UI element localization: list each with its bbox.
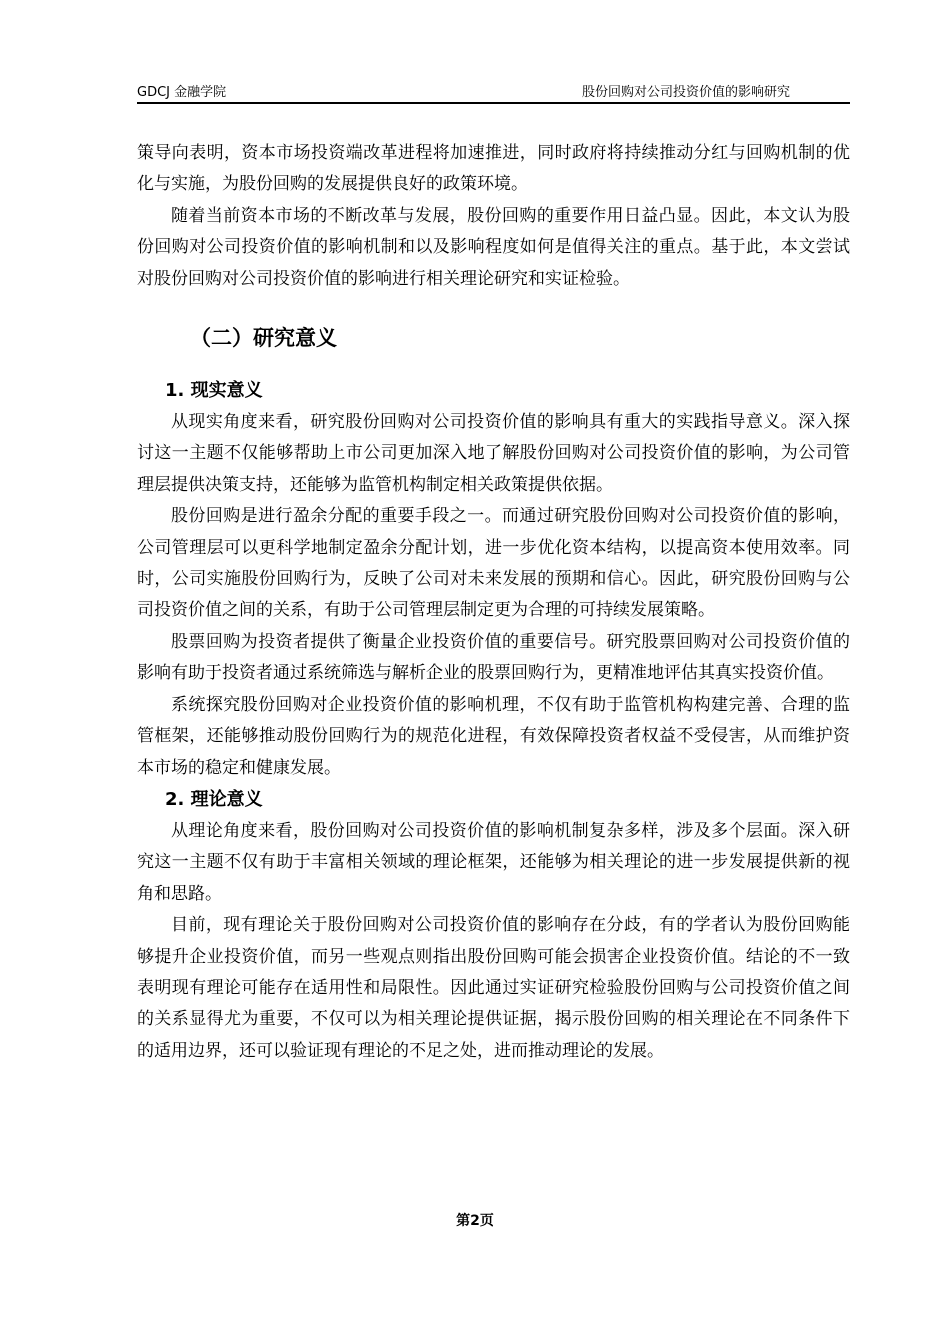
paragraph-theoretical-1: 从理论角度来看，股份回购对公司投资价值的影响机制复杂多样，涉及多个层面。深入研究这一主题不仅有助于丰富相关领域的理论框架，还能够为相关理论的进一步发展提供新的视角和思路。 [137, 820, 850, 904]
page-number: 第2页 [456, 1213, 494, 1229]
paragraph-practical-1: 从现实角度来看，研究股份回购对公司投资价值的影响具有重大的实践指导意义。深入探讨这一主题不仅能够帮助上市公司更加深入地了解股份回购对公司投资价值的影响，为公司管理层提供决策支持，还能够为监管机构制定相关政策提供依据。 [137, 412, 850, 495]
page-body [137, 138, 850, 1067]
header-school-name: GDCJ 金融学院 [137, 85, 227, 100]
paragraph-theoretical-2: 目前，现有理论关于股份回购对公司投资价值的影响存在分歧，有的学者认为股份回购能够提升企业投资价值，而另一些观点则指出股份回购可能会损害企业投资价值。结论的不一致表明现有理论可能存在适用性和局限性。因此通过实证研究检验股份回购与公司投资价值之间的关系显得尤为重要，不仅可以为相关理论提供证据，揭示股份回购的相关理论在不同条件下的适用边界，还可以验证现有理论的不足之处，进而推动理论的发展。 [137, 915, 850, 1061]
subheading-theoretical-significance: 2. 理论意义 [165, 788, 263, 810]
paragraph-practical-3: 股票回购为投资者提供了衡量企业投资价值的重要信号。研究股票回购对公司投资价值的影响有助于投资者通过系统筛选与解析企业的股票回购行为，更精准地评估其真实投资价值。 [137, 631, 850, 684]
paragraph-policy-continuation: 策导向表明，资本市场投资端改革进程将加速推进，同时政府将持续推动分红与回购机制的优化与实施，为股份回购的发展提供良好的政策环境。 [137, 143, 850, 195]
paragraph-research-background: 随着当前资本市场的不断改革与发展，股份回购的重要作用日益凸显。因此，本文认为股份回购对公司投资价值的影响机制和以及影响程度如何是值得关注的重点。基于此，本文尝试对股份回购对公司投资价值的影响进行相关理论研究和实证检验。 [137, 205, 850, 289]
subheading-practical-significance: 1. 现实意义 [165, 380, 263, 402]
paragraph-practical-2: 股份回购是进行盈余分配的重要手段之一。而通过研究股份回购对公司投资价值的影响，公司管理层可以更科学地制定盈余分配计划，进一步优化资本结构，以提高资本使用效率。同时，公司实施股份回购行为，反映了公司对未来发展的预期和信心。因此，研究股份回购与公司投资价值之间的关系，有助于公司管理层制定更为合理的可持续发展策略。 [137, 506, 850, 621]
paragraph-practical-4: 系统探究股份回购对企业投资价值的影响机理，不仅有助于监管机构构建完善、合理的监管框架，还能够推动股份回购行为的规范化进程，有效保障投资者权益不受侵害，从而维护资本市场的稳定和健康发展。 [137, 694, 850, 778]
header-thesis-title: 股份回购对公司投资价值的影响研究 [581, 85, 790, 100]
page-header [137, 78, 850, 104]
section-heading-significance: （二）研究意义 [190, 326, 337, 351]
